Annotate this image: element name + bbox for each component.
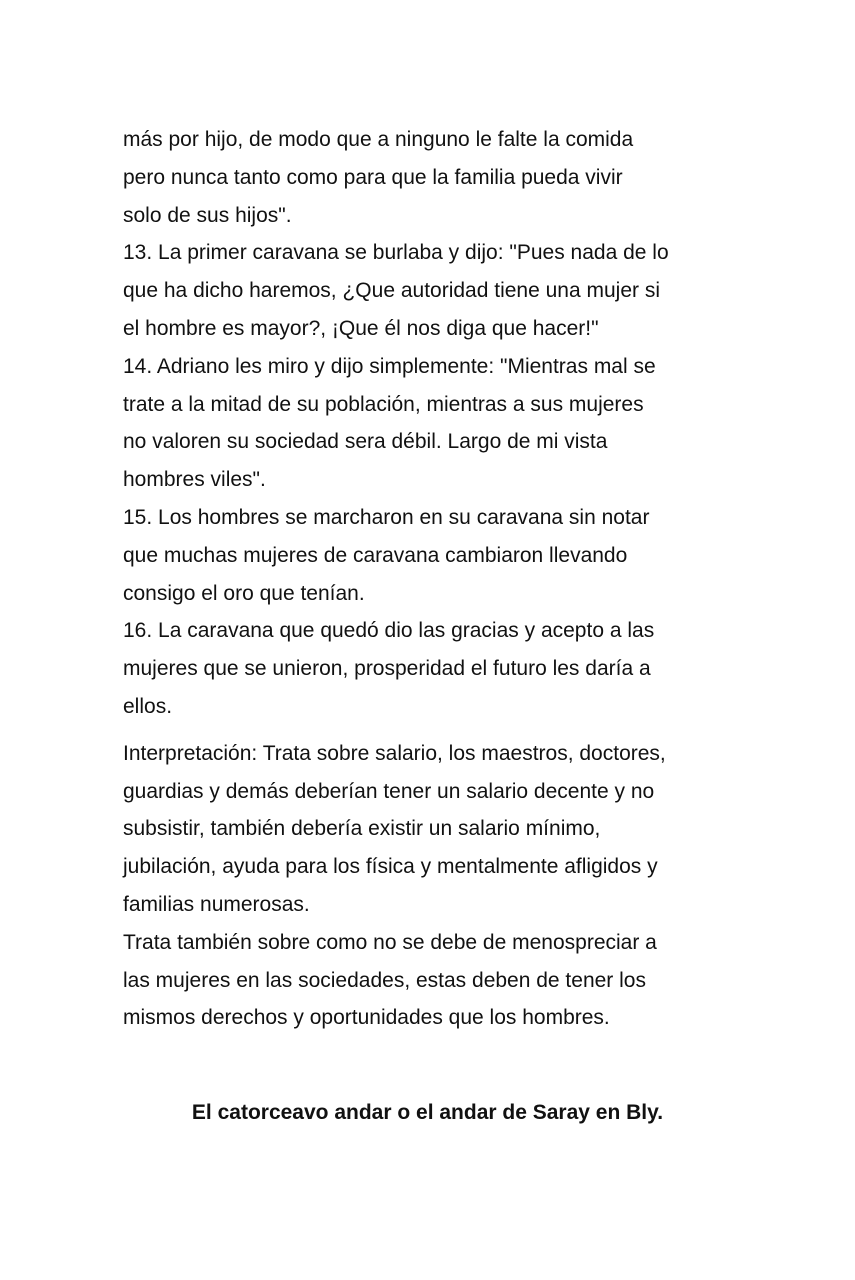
verse-line: el hombre es mayor?, ¡Que él nos diga que hacer!" — [123, 316, 599, 340]
interpretation-line: Interpretación: Trata sobre salario, los maestros, doctores, — [123, 741, 666, 765]
verse-14-line: 14. Adriano les miro y dijo simplemente: "Mientras mal se — [123, 354, 656, 378]
interpretation-line: subsistir, también debería existir un salario mínimo, — [123, 817, 601, 841]
verse-line: que muchas mujeres de caravana cambiaron llevando — [123, 543, 628, 567]
interpretation-line: jubilación, ayuda para los física y mentalmente afligidos y — [123, 855, 658, 879]
interpretation-line: las mujeres en las sociedades, estas deben de tener los — [123, 968, 646, 992]
verse-13-line: 13. La primer caravana se burlaba y dijo: "Pues nada de lo — [123, 241, 669, 265]
verse-15-line: 15. Los hombres se marcharon en su caravana sin notar — [123, 505, 650, 529]
verse-line: más por hijo, de modo que a ninguno le falte la comida — [123, 128, 634, 151]
verse-line: no valoren su sociedad sera débil. Largo de mi vista — [123, 430, 608, 454]
interpretation-line: familias numerosas. — [123, 892, 310, 916]
interpretation-line: Trata también sobre como no se debe de menospreciar a — [123, 930, 657, 954]
body-text — [123, 121, 743, 1037]
verse-line: que ha dicho haremos, ¿Que autoridad tiene una mujer si — [123, 279, 660, 303]
verse-line: trate a la mitad de su población, mientras a sus mujeres — [123, 392, 644, 416]
verse-line: hombres viles". — [123, 468, 266, 492]
chapter-heading: El catorceavo andar o el andar de Saray en Bly. — [191, 1101, 664, 1124]
verse-line: mujeres que se unieron, prosperidad el futuro les daría a — [123, 657, 651, 681]
interpretation-line: mismos derechos y oportunidades que los hombres. — [123, 1006, 610, 1030]
verse-line: solo de sus hijos". — [123, 203, 292, 227]
paragraph-gap — [123, 726, 743, 735]
interpretation-line: guardias y demás deberían tener un salario decente y no — [123, 779, 655, 803]
verse-line: ellos. — [123, 694, 173, 718]
verse-line: pero nunca tanto como para que la familia pueda vivir — [123, 165, 623, 189]
verse-16-line: 16. La caravana que quedó dio las gracias y acepto a las — [123, 619, 655, 643]
verse-line: consigo el oro que tenían. — [123, 581, 365, 605]
